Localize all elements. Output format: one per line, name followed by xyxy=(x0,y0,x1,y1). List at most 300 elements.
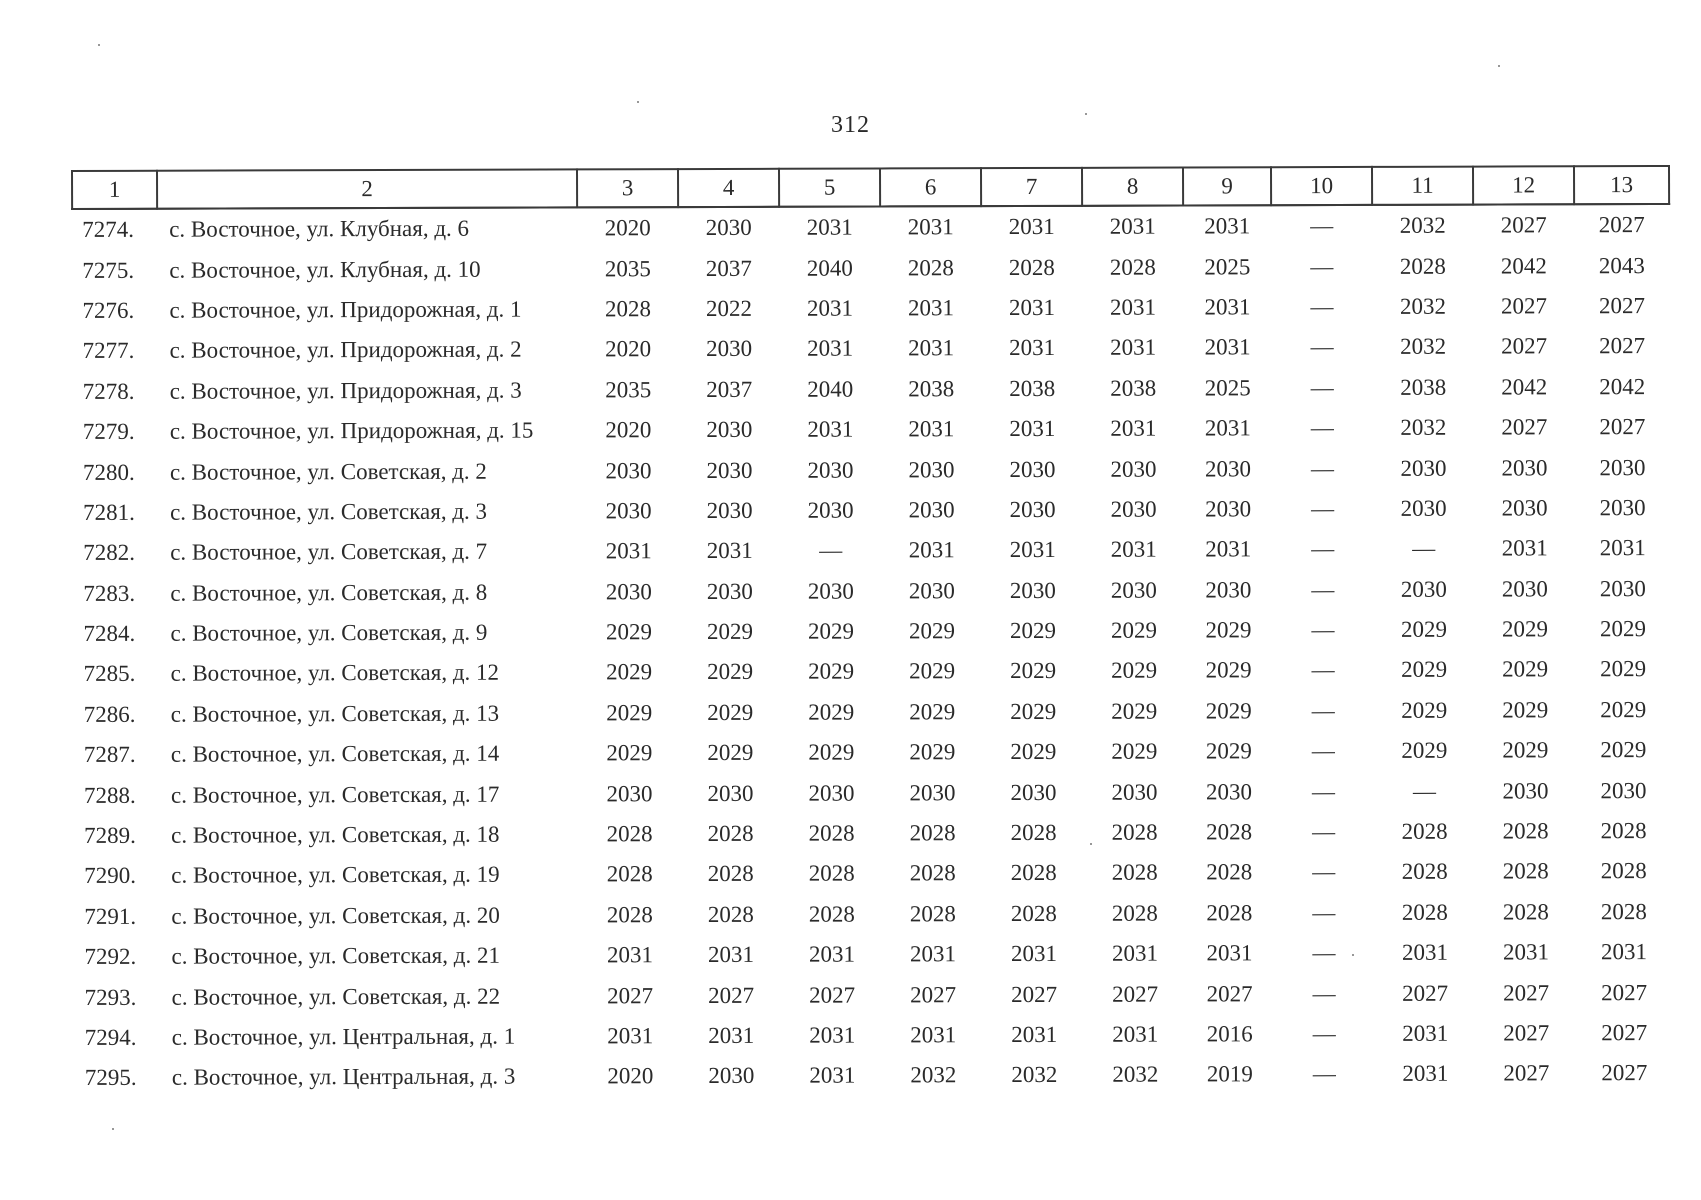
year-cell-col-4: 2030 xyxy=(706,578,753,604)
year-cell-col-7: 2029 xyxy=(1010,698,1057,724)
year-cell-col-12: 2030 xyxy=(1501,576,1548,602)
year-cell-col-9: 2028 xyxy=(1206,900,1253,926)
year-cell-col-7: 2028 xyxy=(1010,900,1057,926)
year-cell-col-8: 2027 xyxy=(1112,981,1159,1007)
year-cell-col-7: 2031 xyxy=(1008,214,1055,240)
year-cell-col-8: 2028 xyxy=(1111,900,1158,926)
year-cell-col-6: 2028 xyxy=(909,820,956,846)
year-cell-col-3: 2028 xyxy=(606,861,653,887)
year-cell-col-11: 2030 xyxy=(1400,455,1447,481)
year-cell-col-13: 2030 xyxy=(1600,777,1647,803)
year-cell-col-10: — xyxy=(1310,455,1334,481)
year-cell-col-7: 2031 xyxy=(1011,1021,1058,1048)
year-cell-col-5: — xyxy=(819,537,843,563)
year-cell-col-13: 2027 xyxy=(1598,212,1645,238)
year-cell-col-7: 2038 xyxy=(1009,375,1056,401)
table-row xyxy=(73,528,1670,573)
scan-speck xyxy=(637,101,639,103)
year-cell-col-7: 2029 xyxy=(1010,658,1057,684)
column-header-9: 9 xyxy=(1183,167,1271,205)
row-number: 7293. xyxy=(84,984,137,1010)
row-number: 7292. xyxy=(84,944,137,970)
row-address: с. Восточное, ул. Советская, д. 2 xyxy=(169,458,487,485)
year-cell-col-4: 2037 xyxy=(705,255,752,281)
year-cell-col-11: 2032 xyxy=(1400,414,1447,440)
year-cell-col-11: — xyxy=(1412,778,1436,804)
year-cell-col-6: 2029 xyxy=(909,658,956,684)
table-row xyxy=(73,568,1670,613)
year-cell-col-6: 2031 xyxy=(909,941,957,967)
year-cell-col-6: 2028 xyxy=(907,254,954,280)
year-cell-col-11: 2029 xyxy=(1401,737,1448,764)
table-row xyxy=(72,286,1669,331)
column-header-8: 8 xyxy=(1082,168,1183,206)
year-cell-col-6: 2028 xyxy=(909,901,956,927)
table-row xyxy=(73,447,1670,492)
year-cell-col-4: 2022 xyxy=(705,295,752,321)
table-row xyxy=(74,892,1671,937)
row-address: с. Восточное, ул. Советская, д. 21 xyxy=(171,942,500,969)
year-cell-col-4: 2037 xyxy=(706,376,753,402)
year-cell-col-3: 2035 xyxy=(605,376,652,403)
row-number: 7274. xyxy=(82,216,134,243)
year-cell-col-5: 2031 xyxy=(808,941,856,967)
year-cell-col-6: 2030 xyxy=(908,577,955,604)
year-cell-col-7: 2031 xyxy=(1008,294,1055,321)
year-cell-col-4: 2029 xyxy=(707,699,754,725)
year-cell-col-7: 2028 xyxy=(1010,860,1057,886)
year-cell-col-13: 2027 xyxy=(1601,1060,1648,1086)
year-cell-col-10: — xyxy=(1310,294,1334,320)
table-row xyxy=(73,488,1670,533)
scan-speck xyxy=(112,1128,114,1130)
year-cell-col-11: 2032 xyxy=(1399,212,1446,239)
row-number: 7287. xyxy=(83,742,136,768)
year-cell-col-3: 2020 xyxy=(604,215,651,241)
year-cell-col-3: 2030 xyxy=(605,457,652,483)
year-cell-col-13: 2043 xyxy=(1598,252,1645,278)
year-cell-col-7: 2027 xyxy=(1011,981,1058,1007)
year-cell-col-7: 2031 xyxy=(1009,537,1056,563)
year-cell-col-7: 2031 xyxy=(1010,941,1058,967)
year-cell-col-8: 2030 xyxy=(1110,496,1157,522)
year-cell-col-13: 2027 xyxy=(1598,293,1645,319)
year-cell-col-8: 2028 xyxy=(1111,860,1158,886)
year-cell-col-9: 2016 xyxy=(1206,1021,1253,1047)
year-cell-col-4: 2030 xyxy=(708,1063,755,1089)
year-cell-col-9: 2030 xyxy=(1204,455,1251,481)
year-cell-col-6: 2038 xyxy=(908,375,955,402)
year-cell-col-3: 2030 xyxy=(606,780,653,806)
row-number: 7279. xyxy=(82,418,135,445)
table-row xyxy=(72,245,1669,290)
year-cell-col-5: 2031 xyxy=(807,335,854,362)
year-cell-col-3: 2029 xyxy=(605,619,652,645)
year-cell-col-6: 2029 xyxy=(909,739,956,765)
year-cell-col-4: 2030 xyxy=(706,417,753,443)
year-cell-col-10: — xyxy=(1311,657,1335,683)
row-number: 7294. xyxy=(84,1024,137,1050)
year-cell-col-13: 2029 xyxy=(1600,737,1647,763)
year-cell-col-7: 2030 xyxy=(1009,496,1056,522)
year-cell-col-3: 2035 xyxy=(604,255,651,281)
year-cell-col-13: 2028 xyxy=(1600,818,1647,844)
year-cell-col-11: 2028 xyxy=(1401,859,1448,885)
column-header-2: 2 xyxy=(157,169,577,208)
table-row xyxy=(74,690,1671,735)
year-cell-col-8: 2031 xyxy=(1112,1021,1159,1047)
year-cell-col-4: 2029 xyxy=(707,659,754,685)
year-cell-col-12: 2027 xyxy=(1500,212,1547,238)
table-row xyxy=(74,932,1671,977)
row-number: 7288. xyxy=(83,782,136,808)
row-address: с. Восточное, ул. Советская, д. 19 xyxy=(171,862,500,889)
table-row xyxy=(75,1053,1672,1098)
year-cell-col-3: 2029 xyxy=(606,659,653,685)
year-cell-col-11: 2027 xyxy=(1402,980,1449,1006)
year-cell-col-8: 2029 xyxy=(1111,738,1158,765)
row-number: 7281. xyxy=(83,499,135,525)
year-cell-col-12: 2030 xyxy=(1502,778,1549,804)
year-cell-col-8: 2028 xyxy=(1109,254,1156,280)
year-cell-col-8: 2029 xyxy=(1111,698,1158,724)
year-cell-col-8: 2032 xyxy=(1112,1061,1159,1088)
year-cell-col-13: 2030 xyxy=(1599,454,1646,480)
year-cell-col-7: 2030 xyxy=(1009,456,1056,482)
year-cell-col-13: 2028 xyxy=(1600,898,1647,925)
year-cell-col-5: 2030 xyxy=(808,780,855,806)
year-cell-col-5: 2029 xyxy=(808,739,855,765)
year-cell-col-9: 2031 xyxy=(1205,536,1252,562)
year-cell-col-9: 2030 xyxy=(1205,778,1252,805)
year-cell-col-13: 2042 xyxy=(1599,373,1646,399)
column-header-10: 10 xyxy=(1271,167,1372,205)
scan-speck xyxy=(98,44,100,46)
year-cell-col-10: — xyxy=(1311,536,1335,562)
year-cell-col-6: 2028 xyxy=(909,860,956,886)
row-address: с. Восточное, ул. Советская, д. 22 xyxy=(171,983,501,1010)
year-cell-col-4: 2031 xyxy=(707,942,755,968)
row-address: с. Восточное, ул. Советская, д. 7 xyxy=(170,539,488,566)
year-cell-col-6: 2031 xyxy=(907,295,954,321)
year-cell-col-3: 2028 xyxy=(606,821,653,847)
year-cell-col-8: 2031 xyxy=(1110,536,1157,563)
registry-sheet xyxy=(71,165,1671,1099)
year-cell-col-6: 2029 xyxy=(909,699,956,725)
year-cell-col-12: 2030 xyxy=(1501,454,1548,481)
row-number: 7291. xyxy=(84,903,137,929)
year-cell-col-12: 2029 xyxy=(1502,697,1549,723)
row-address: с. Восточное, ул. Клубная, д. 10 xyxy=(169,256,481,283)
row-number: 7289. xyxy=(84,822,136,849)
year-cell-col-5: 2029 xyxy=(807,618,854,644)
year-cell-col-4: 2030 xyxy=(705,215,752,241)
year-cell-col-13: 2028 xyxy=(1600,858,1647,884)
year-cell-col-8: 2030 xyxy=(1110,456,1157,482)
year-cell-col-12: 2027 xyxy=(1503,1060,1550,1086)
row-number: 7275. xyxy=(82,257,135,283)
year-cell-col-12: 2029 xyxy=(1501,616,1548,642)
row-number: 7278. xyxy=(82,378,135,404)
year-cell-col-6: 2031 xyxy=(908,537,955,563)
year-cell-col-7: 2028 xyxy=(1010,819,1057,846)
row-number: 7295. xyxy=(84,1065,137,1091)
table-row xyxy=(72,204,1669,250)
year-cell-col-8: 2031 xyxy=(1109,213,1156,239)
year-cell-col-10: — xyxy=(1310,334,1334,360)
registry-table xyxy=(71,165,1673,1099)
year-cell-col-9: 2028 xyxy=(1206,819,1253,845)
year-cell-col-4: 2031 xyxy=(708,1022,755,1049)
row-address: с. Восточное, ул. Советская, д. 17 xyxy=(170,781,500,808)
row-address: с. Восточное, ул. Советская, д. 8 xyxy=(170,579,488,606)
year-cell-col-5: 2029 xyxy=(808,659,855,685)
row-address: с. Восточное, ул. Центральная, д. 1 xyxy=(171,1023,516,1050)
year-cell-col-5: 2027 xyxy=(809,982,856,1008)
year-cell-col-3: 2020 xyxy=(605,336,652,362)
year-cell-col-4: 2030 xyxy=(707,780,754,806)
year-cell-col-11: 2031 xyxy=(1401,939,1449,966)
year-cell-col-6: 2030 xyxy=(909,779,956,806)
year-cell-col-12: 2027 xyxy=(1501,333,1548,359)
table-row xyxy=(73,367,1670,412)
year-cell-col-6: 2031 xyxy=(908,416,955,442)
year-cell-col-9: 2031 xyxy=(1204,415,1251,441)
year-cell-col-11: 2031 xyxy=(1402,1061,1449,1087)
year-cell-col-13: 2031 xyxy=(1600,939,1648,965)
table-row xyxy=(74,649,1671,694)
year-cell-col-6: 2031 xyxy=(908,335,955,361)
row-address: с. Восточное, ул. Придорожная, д. 1 xyxy=(169,296,522,323)
table-row xyxy=(73,609,1670,654)
year-cell-col-13: 2029 xyxy=(1599,616,1646,642)
row-number: 7276. xyxy=(82,297,135,323)
year-cell-col-12: 2027 xyxy=(1503,979,1550,1006)
year-cell-col-9: 2031 xyxy=(1204,213,1251,239)
year-cell-col-9: 2027 xyxy=(1206,980,1253,1007)
year-cell-col-13: 2030 xyxy=(1599,494,1646,521)
year-cell-col-9: 2029 xyxy=(1205,657,1252,683)
year-cell-col-10: — xyxy=(1310,213,1334,239)
year-cell-col-13: 2027 xyxy=(1599,333,1646,359)
row-number: 7277. xyxy=(82,338,135,364)
year-cell-col-7: 2029 xyxy=(1009,618,1056,644)
row-address: с. Восточное, ул. Советская, д. 3 xyxy=(170,498,488,525)
year-cell-col-11: 2029 xyxy=(1400,616,1447,642)
year-cell-col-3: 2020 xyxy=(607,1063,654,1089)
year-cell-col-3: 2027 xyxy=(607,982,654,1008)
year-cell-col-7: 2028 xyxy=(1008,254,1055,280)
column-header-12: 12 xyxy=(1473,166,1574,204)
year-cell-col-8: 2030 xyxy=(1111,779,1158,805)
row-address: с. Восточное, ул. Придорожная, д. 2 xyxy=(169,336,522,364)
year-cell-col-11: 2028 xyxy=(1399,253,1446,279)
year-cell-col-4: 2027 xyxy=(708,982,755,1008)
year-cell-col-9: 2031 xyxy=(1206,940,1253,966)
year-cell-col-6: 2029 xyxy=(908,618,955,644)
year-cell-col-12: 2027 xyxy=(1503,1020,1550,1046)
year-cell-col-5: 2030 xyxy=(807,578,854,604)
year-cell-col-4: 2028 xyxy=(707,820,754,847)
year-cell-col-10: — xyxy=(1312,980,1336,1006)
year-cell-col-10: — xyxy=(1312,899,1336,925)
table-row xyxy=(73,407,1670,452)
scan-speck xyxy=(1352,954,1354,956)
year-cell-col-4: 2028 xyxy=(707,901,754,927)
year-cell-col-10: — xyxy=(1310,253,1334,279)
row-address: с. Восточное, ул. Клубная, д. 6 xyxy=(169,215,470,242)
year-cell-col-10: — xyxy=(1311,576,1335,602)
column-header-13: 13 xyxy=(1574,166,1669,204)
year-cell-col-8: 2029 xyxy=(1110,617,1157,643)
year-cell-col-3: 2031 xyxy=(605,538,652,564)
year-cell-col-8: 2029 xyxy=(1111,658,1158,684)
year-cell-col-4: 2029 xyxy=(706,618,753,645)
column-header-6: 6 xyxy=(880,168,981,206)
year-cell-col-9: 2031 xyxy=(1204,294,1251,320)
year-cell-col-6: 2031 xyxy=(907,214,954,240)
year-cell-col-12: 2027 xyxy=(1501,414,1548,440)
year-cell-col-11: 2030 xyxy=(1400,495,1447,521)
table-row xyxy=(74,770,1671,815)
year-cell-col-13: 2030 xyxy=(1599,575,1646,601)
row-address: с. Восточное, ул. Советская, д. 9 xyxy=(170,619,488,646)
row-address: с. Восточное, ул. Придорожная, д. 3 xyxy=(169,377,522,404)
year-cell-col-9: 2030 xyxy=(1205,576,1252,603)
year-cell-col-5: 2030 xyxy=(807,497,854,523)
year-cell-col-12: 2042 xyxy=(1500,252,1547,279)
year-cell-col-8: 2031 xyxy=(1110,415,1157,441)
year-cell-col-3: 2028 xyxy=(604,296,651,322)
row-address: с. Восточное, ул. Придорожная, д. 15 xyxy=(169,417,534,444)
year-cell-col-6: 2032 xyxy=(910,1062,957,1088)
row-number: 7286. xyxy=(83,701,136,727)
year-cell-col-11: 2038 xyxy=(1400,374,1447,400)
row-number: 7280. xyxy=(82,459,135,485)
year-cell-col-12: 2042 xyxy=(1501,374,1548,400)
column-header-1: 1 xyxy=(72,171,157,209)
year-cell-col-11: 2030 xyxy=(1400,576,1447,602)
row-number: 7284. xyxy=(83,620,136,647)
year-cell-col-10: — xyxy=(1312,819,1336,845)
year-cell-col-11: 2029 xyxy=(1401,657,1448,683)
year-cell-col-9: 2029 xyxy=(1205,698,1252,724)
year-cell-col-4: 2030 xyxy=(706,336,753,362)
year-cell-col-9: 2028 xyxy=(1206,859,1253,885)
year-cell-col-10: — xyxy=(1312,1021,1336,1047)
row-address: с. Восточное, ул. Советская, д. 20 xyxy=(171,902,500,929)
table-header xyxy=(72,166,1669,209)
year-cell-col-13: 2027 xyxy=(1601,979,1648,1005)
year-cell-col-13: 2029 xyxy=(1600,696,1647,723)
year-cell-col-11: 2028 xyxy=(1401,899,1448,925)
year-cell-col-3: 2029 xyxy=(606,700,653,726)
year-cell-col-10: — xyxy=(1310,374,1334,400)
year-cell-col-12: 2028 xyxy=(1502,899,1549,925)
year-cell-col-11: 2032 xyxy=(1400,334,1447,360)
year-cell-col-4: 2030 xyxy=(706,497,753,523)
year-cell-col-12: 2030 xyxy=(1501,495,1548,521)
year-cell-col-3: 2020 xyxy=(605,417,652,443)
row-address: с. Восточное, ул. Советская, д. 12 xyxy=(170,660,500,687)
year-cell-col-10: — xyxy=(1312,940,1336,966)
year-cell-col-10: — xyxy=(1311,495,1335,522)
table-row xyxy=(74,730,1671,775)
year-cell-col-7: 2030 xyxy=(1010,779,1057,805)
year-cell-col-11: 2029 xyxy=(1401,697,1448,723)
table-row xyxy=(75,972,1672,1017)
year-cell-col-6: 2030 xyxy=(908,456,955,482)
year-cell-col-9: 2029 xyxy=(1205,738,1252,764)
year-cell-col-5: 2031 xyxy=(806,295,853,321)
year-cell-col-7: 2031 xyxy=(1009,416,1056,442)
year-cell-col-10: — xyxy=(1312,859,1336,885)
year-cell-col-10: — xyxy=(1310,415,1334,441)
year-cell-col-3: 2028 xyxy=(606,902,653,928)
year-cell-col-3: 2031 xyxy=(606,942,654,968)
year-cell-col-12: 2028 xyxy=(1502,858,1549,884)
table-row xyxy=(74,851,1671,896)
year-cell-col-11: 2031 xyxy=(1402,1020,1449,1046)
year-cell-col-3: 2030 xyxy=(605,498,652,524)
year-cell-col-7: 2029 xyxy=(1010,739,1057,765)
row-address: с. Восточное, ул. Советская, д. 14 xyxy=(170,740,500,767)
year-cell-col-5: 2028 xyxy=(808,860,855,887)
year-cell-col-5: 2031 xyxy=(806,214,853,240)
year-cell-col-12: 2031 xyxy=(1502,939,1550,965)
row-address: с. Восточное, ул. Советская, д. 18 xyxy=(171,821,500,848)
year-cell-col-10: — xyxy=(1311,778,1335,804)
year-cell-col-7: 2031 xyxy=(1009,335,1056,361)
year-cell-col-4: 2031 xyxy=(706,538,753,564)
year-cell-col-5: 2028 xyxy=(808,820,855,846)
row-number: 7283. xyxy=(83,580,136,606)
year-cell-col-12: 2027 xyxy=(1500,293,1547,319)
year-cell-col-9: 2031 xyxy=(1204,334,1251,360)
year-cell-col-9: 2025 xyxy=(1204,253,1251,280)
table-row xyxy=(73,326,1670,371)
year-cell-col-10: — xyxy=(1312,1061,1336,1087)
year-cell-col-12: 2029 xyxy=(1502,656,1549,682)
year-cell-col-6: 2030 xyxy=(908,497,955,523)
table-body xyxy=(72,204,1672,1099)
year-cell-col-6: 2031 xyxy=(910,1022,957,1048)
scan-speck xyxy=(1085,113,1087,115)
year-cell-col-4: 2029 xyxy=(707,740,754,766)
year-cell-col-3: 2029 xyxy=(606,740,653,766)
year-cell-col-9: 2019 xyxy=(1206,1061,1253,1087)
year-cell-col-13: 2031 xyxy=(1599,535,1646,561)
year-cell-col-5: 2029 xyxy=(808,699,855,725)
year-cell-col-7: 2032 xyxy=(1011,1062,1058,1088)
scan-speck xyxy=(1498,65,1500,67)
header-row xyxy=(72,166,1669,209)
year-cell-col-12: 2028 xyxy=(1502,818,1549,844)
year-cell-col-10: — xyxy=(1311,617,1335,643)
row-number: 7282. xyxy=(83,540,135,566)
year-cell-col-11: 2028 xyxy=(1401,818,1448,844)
page-number: 312 xyxy=(831,112,870,138)
year-cell-col-9: 2029 xyxy=(1205,617,1252,643)
row-address: с. Восточное, ул. Советская, д. 13 xyxy=(170,700,500,727)
year-cell-col-3: 2031 xyxy=(607,1023,654,1049)
year-cell-col-5: 2040 xyxy=(806,255,853,281)
row-number: 7290. xyxy=(84,863,137,889)
year-cell-col-8: 2031 xyxy=(1110,334,1157,361)
year-cell-col-8: 2030 xyxy=(1110,577,1157,603)
year-cell-col-8: 2028 xyxy=(1111,819,1158,845)
year-cell-col-12: 2029 xyxy=(1502,737,1549,763)
